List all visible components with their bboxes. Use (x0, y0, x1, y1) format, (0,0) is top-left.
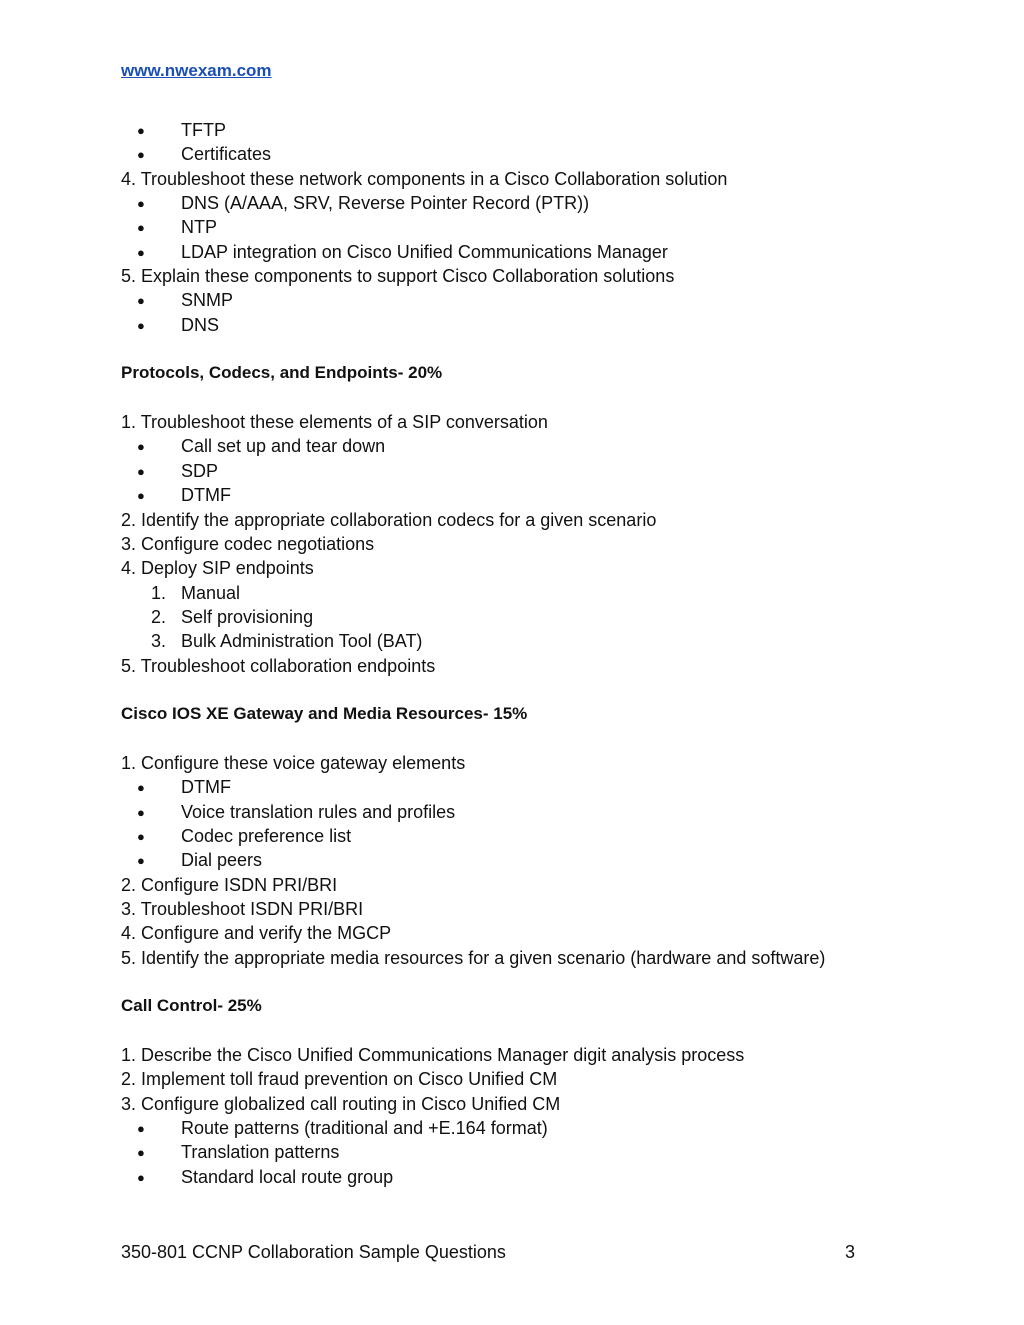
bullet-icon: ● (137, 804, 145, 820)
bullet-icon: ● (137, 317, 145, 333)
numbered-sub-item: 1. Manual (121, 581, 901, 605)
sub-item-number: 1. (151, 582, 167, 603)
list-item: ● DNS (A/AAA, SRV, Reverse Pointer Record (PTR)) (121, 191, 901, 215)
bullet-icon: ● (137, 853, 145, 869)
objective-item: 5. Troubleshoot collaboration endpoints (121, 655, 436, 676)
objective-item: 1. Describe the Cisco Unified Communications Manager digit analysis process (121, 1045, 745, 1066)
list-item: ● Translation patterns (121, 1140, 901, 1164)
objective-item: 2. Configure ISDN PRI/BRI (121, 874, 338, 895)
spacer (121, 1019, 901, 1043)
objective-item: 4. Troubleshoot these network components in a Cisco Collaboration solution (121, 168, 728, 189)
bullet-icon: ● (137, 439, 145, 455)
list-item: ● Route patterns (traditional and +E.164 format) (121, 1116, 901, 1140)
bullet-icon: ● (137, 1121, 145, 1137)
bullet-icon: ● (137, 220, 145, 236)
bullet-icon: ● (137, 196, 145, 212)
bullet-icon: ● (137, 1145, 145, 1161)
list-item: ● Codec preference list (121, 824, 901, 848)
list-item: ● NTP (121, 215, 901, 239)
objective-item: 3. Troubleshoot ISDN PRI/BRI (121, 899, 364, 919)
bullet-icon: ● (137, 780, 145, 796)
spacer (121, 386, 901, 410)
list-item: ● Call set up and tear down (121, 434, 901, 458)
bullet-icon: ● (137, 244, 145, 260)
list-item: ● DNS (121, 313, 901, 337)
numbered-sub-item: 2. Self provisioning (121, 605, 901, 629)
spacer (121, 970, 901, 994)
objective-item: 5. Identify the appropriate media resources for a given scenario (hardware and software) (121, 947, 826, 968)
header-website-link[interactable]: www.nwexam.com (121, 61, 272, 80)
numbered-sub-item: 3. Bulk Administration Tool (BAT) (121, 629, 901, 653)
list-item: ● DTMF (121, 483, 901, 507)
bullet-icon: ● (137, 1169, 145, 1185)
page-number: 3 (844, 1242, 855, 1262)
bullet-icon: ● (137, 123, 145, 138)
objective-item: 2. Implement toll fraud prevention on Cisco Unified CM (121, 1069, 558, 1090)
page-content (121, 118, 901, 1189)
objective-item: 5. Explain these components to support Cisco Collaboration solutions (121, 266, 675, 287)
section-heading-protocols: Protocols, Codecs, and Endpoints- 20% (121, 363, 443, 383)
objective-item: 1. Configure these voice gateway elements (121, 752, 466, 773)
spacer (121, 727, 901, 751)
list-item: ● TFTP (121, 118, 901, 142)
section-heading-gateway: Cisco IOS XE Gateway and Media Resources- 15% (121, 704, 528, 724)
page-footer (121, 1240, 855, 1264)
bullet-icon: ● (137, 293, 145, 309)
list-item: ● Voice translation rules and profiles (121, 800, 901, 824)
footer-title: 350-801 CCNP Collaboration Sample Questions (121, 1242, 506, 1262)
list-item: ● SNMP (121, 288, 901, 312)
objective-item: 3. Configure codec negotiations (121, 533, 375, 554)
objective-item: 2. Identify the appropriate collaboration codecs for a given scenario (121, 509, 657, 530)
list-item: ● Certificates (121, 142, 901, 166)
list-item: ● Dial peers (121, 848, 901, 872)
list-item: ● SDP (121, 459, 901, 483)
list-item: ● LDAP integration on Cisco Unified Communications Manager (121, 240, 901, 264)
sub-item-number: 3. (151, 631, 167, 652)
objective-item: 3. Configure globalized call routing in Cisco Unified CM (121, 1093, 561, 1114)
sub-item-number: 2. (151, 606, 167, 627)
objective-item: 1. Troubleshoot these elements of a SIP conversation (121, 412, 548, 433)
section-heading-call-control: Call Control- 25% (121, 996, 262, 1016)
bullet-icon: ● (137, 147, 145, 163)
spacer (121, 337, 901, 361)
bullet-icon: ● (137, 488, 145, 504)
bullet-icon: ● (137, 463, 145, 479)
list-item: ● Standard local route group (121, 1165, 901, 1189)
list-item: ● DTMF (121, 775, 901, 799)
objective-item: 4. Deploy SIP endpoints (121, 558, 314, 579)
spacer (121, 678, 901, 702)
objective-item: 4. Configure and verify the MGCP (121, 923, 392, 944)
bullet-icon: ● (137, 828, 145, 844)
